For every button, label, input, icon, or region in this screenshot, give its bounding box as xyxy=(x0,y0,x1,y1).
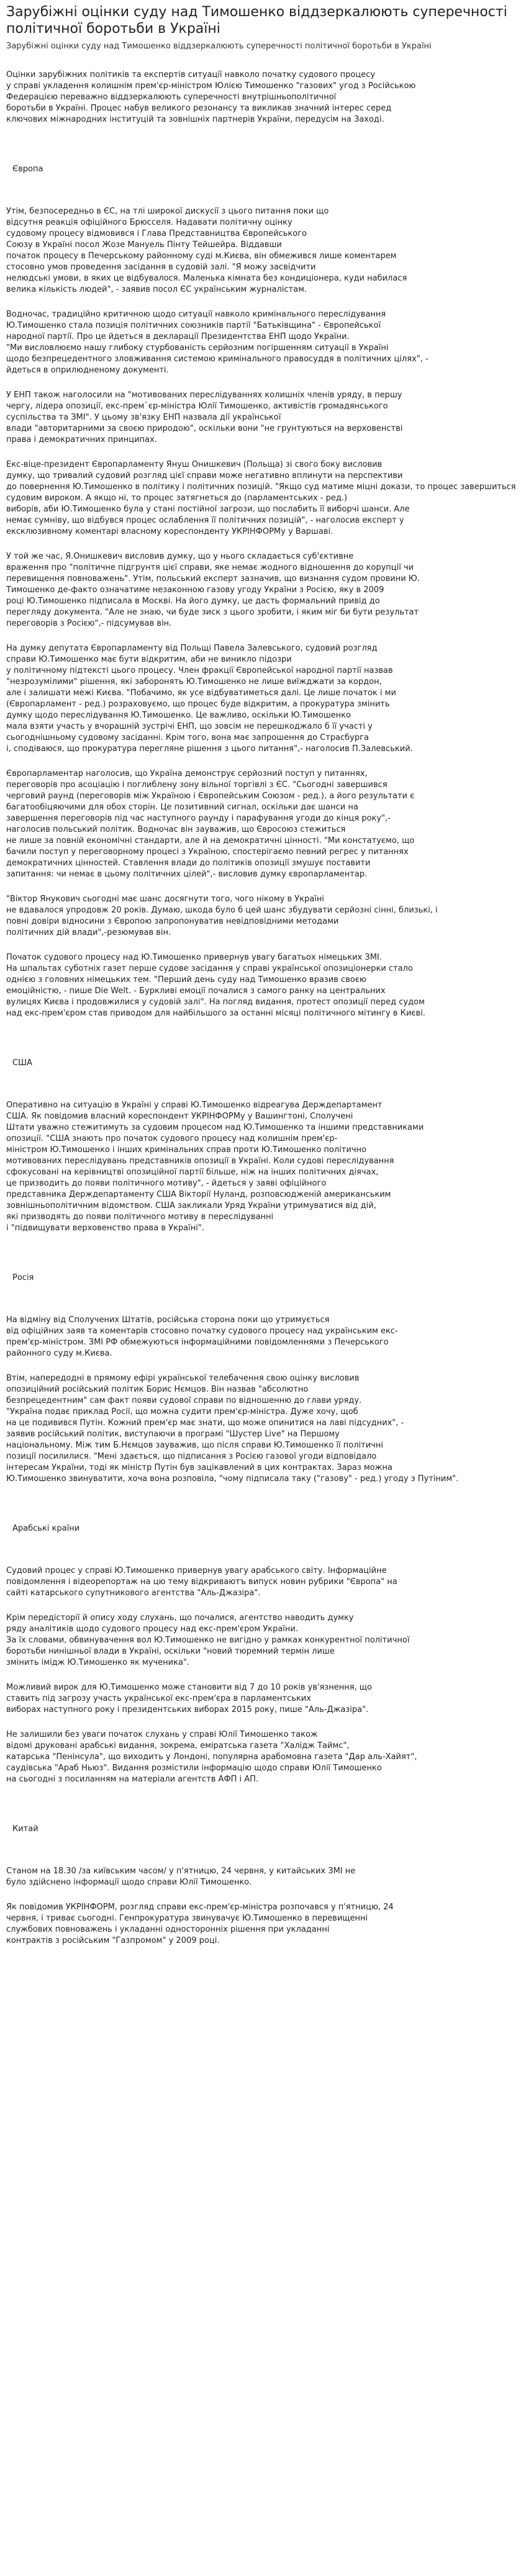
text-line: У ЕНП також наголосили на "мотивованих переслідуваннях колишніх членів уряду, в першу xyxy=(6,390,402,400)
text-line: Штати уважно стежитимуть за судовим процесом над Ю.Тимошенко та іншими представниками xyxy=(6,1123,424,1132)
paragraph xyxy=(6,1902,517,1947)
paragraph xyxy=(6,390,517,446)
text-line: районного суду м.Києва. xyxy=(6,1349,112,1358)
text-line: опозиційний російський політик Борис Нємцов. Він назвав "абсолютно xyxy=(6,1385,309,1394)
text-line: заявив російський політик, виступаючи в програмі "Шустер Live" на Першому xyxy=(6,1430,340,1439)
paragraph xyxy=(6,1565,517,1599)
text-line: запитання: чи немає в цьому політичних цілей",- висловив думку європарламентар. xyxy=(6,870,368,879)
text-line: Екс-віце-президент Європарламенту Януш Онишкевич (Польща) зі свого боку висловив xyxy=(6,460,383,469)
text-line: США. Як повідомив власний кореспондент УКРІНФОРМу у Вашингтоні, Сполучені xyxy=(6,1112,353,1121)
text-line: завершення переговорів під час наступного раунду і парафування угоди до кінця року",- xyxy=(6,814,391,823)
text-line: емоційністю, - пише Die Welt. - Буркливі емоції почалися з самого ранку на центральних xyxy=(6,986,386,996)
text-line: Можливий вирок для Ю.Тимошенко може становити від 7 до 10 років ув'язнення, що xyxy=(6,1683,372,1692)
text-line: судовим вироком. А якщо ні, то процес затягнеться до (парламентських - ред.) xyxy=(6,493,348,503)
text-line: велика кількість людей", - заявив посол ЄС українським журналістам. xyxy=(6,285,307,294)
text-line: до повернення Ю.Тимошенко в політику і політичних позицій. "Якщо суд матиме міцні докази, то процес завершиться xyxy=(6,482,516,492)
text-line: Водночас, традиційно критичною щодо ситуації навколо кримінального переслідування xyxy=(6,310,386,319)
paragraph xyxy=(6,643,517,755)
text-line: Оцінки зарубіжних політиків та експертів ситуації навколо початку судового процесу xyxy=(6,70,376,79)
text-line: На відміну від Сполучених Штатів, російська сторона поки що утримується xyxy=(6,1315,330,1325)
text-line: щодо безпрецедентного зловживання системою кримінального правосуддя в політичних цілях", - xyxy=(6,354,429,364)
text-line: ставить під загрозу участь української екс-прем'єра в парламентських xyxy=(6,1694,311,1703)
text-line: перегляду документа. "Але не знаю, чи буде зиск з цього зробити, і яким міг би бути результат xyxy=(6,608,419,617)
text-line: Крім передісторії й опису ходу слухань, що почалися, агентство наводить думку xyxy=(6,1613,354,1623)
text-line: "Віктор Янукович сьогодні має шанс досягнути того, чого нікому в Україні xyxy=(6,894,324,904)
text-line: від офіційних заяв та коментарів стосовно початку судового процесу над українським екс- xyxy=(6,1326,398,1336)
text-line: чергу, лідера опозиції, екс-прем`єр-міністра Юлії Тимошенко, активістів громадянського xyxy=(6,402,388,411)
paragraph xyxy=(6,1373,517,1485)
text-line: початок процесу в Печерському районному суді м.Києва, він обмежився лише коментарем xyxy=(6,251,397,261)
text-line: Ю.Тимошенко звинуватити, хоча вона розповіла, "чому підписала таку ("газову" - ред.) угоду з Путіним". xyxy=(6,1474,459,1484)
text-line: прем'єр-міністром. ЗМІ РФ обмежуються інформаційними повідомленнями з Печерського xyxy=(6,1338,389,1347)
text-line: переговорів з Росією",- підсумував він. xyxy=(6,619,172,628)
paragraph xyxy=(6,894,517,939)
text-line: Союзу в Україні посол Жозе Мануель Пінту Тейшейра. Віддавши xyxy=(6,240,282,250)
paragraph xyxy=(6,952,517,1019)
text-line: бачили поступ у переговорному процесі з Україною, спостерігаємо певний регрес у питаннях xyxy=(6,847,409,857)
article-subtitle: Зарубіжні оцінки суду над Тимошенко віддзеркалюють суперечності політичної боротьби в Україні xyxy=(6,42,432,51)
text-line: повідомлення і відеорепортаж на цю тему відкриваютъ випуск новин рубрики "Європа" на xyxy=(6,1577,397,1587)
text-line: судовому процесу відмовився і Глава Представництва Європейського xyxy=(6,229,307,238)
text-line: інтересам України, тоді як міністр Путін був зацікавлений в цих контрактах. Зараз можна xyxy=(6,1463,392,1472)
paragraph xyxy=(6,206,517,295)
text-line: червня, і триває сьогодні. Генпрокуратура звинувачує Ю.Тимошенко в перевищенні xyxy=(6,1914,368,1923)
section-heading: Росія xyxy=(12,1273,34,1282)
text-line: Утім, безпосередньо в ЄС, на тлі широкої дискусії з цього питання поки що xyxy=(6,207,329,216)
section-heading: Європа xyxy=(12,164,43,174)
text-line: саудівська "Араб Ньюз". Видання розмістили інформацію щодо справи Юлії Тимошенко xyxy=(6,1763,382,1773)
text-line: "незрозумілими" рішення, які заборонять Ю.Тимошенко не лише виїжджати за кордон, xyxy=(6,677,382,687)
paragraph xyxy=(6,1613,517,1669)
text-line: повні довіри відносини з Європою запропонуватив невідповідними методами xyxy=(6,917,339,926)
text-line: відомі друковані арабські видання, зокрема, еміратська газета "Халідж Таймс", xyxy=(6,1741,350,1750)
text-line: політичних дій влади",-резюмував він. xyxy=(6,928,171,937)
text-line: мотивованих переслідувань представників опозиції в Україні. Коли судові переслідування xyxy=(6,1156,394,1166)
text-line: змінить імідж Ю.Тимошенко як мученика". xyxy=(6,1658,190,1667)
text-line: "Україна подає приклад Росії, що можна судити прем'єр-міністра. Дуже хочу, щоб xyxy=(6,1407,358,1416)
text-line: ключових міжнародних інституцій та зовнішніх партнерів України, передусім на Заході. xyxy=(6,115,384,124)
paragraph xyxy=(6,1682,517,1716)
text-line: мала взяти участь у вчорашній зустрічі ЕНП, що зовсім не перешкоджало б її участі у xyxy=(6,722,373,731)
text-line: році Ю.Тимошенко підписала в Москві. На його думку, це дасть формальний привід до xyxy=(6,597,380,606)
text-line: і, сподіваюся, що прокуратура перегляне рішення з цього питання",- наголосив П.Залевський. xyxy=(6,744,413,754)
text-line: національному. Між тим Б.Нємцов зауважив, що після справи Ю.Тимошенко її політичні xyxy=(6,1441,383,1450)
text-line: вулицях Києва і продовжилися у судовій залі". На погляд видання, протест опозиції перед судом xyxy=(6,998,425,1007)
paragraph xyxy=(6,1866,517,1888)
text-line: на сьогодні з посиланням на матеріали агентств АФП і АП. xyxy=(6,1775,259,1784)
text-line: черговий раунд (переговорів між Україною і Європейським Союзом - ред.), а його результати є xyxy=(6,791,415,801)
text-line: У той же час, Я.Онишкевич висловив думку, що у нього складається суб'єктивне xyxy=(6,552,354,561)
section-heading: США xyxy=(12,1058,32,1068)
text-line: На думку депутата Європарламенту від Польщі Павела Залевського, судовий розгляд xyxy=(6,644,378,653)
text-line: сайті катарського супутникового агентства "Аль-Джазіра". xyxy=(6,1588,261,1598)
text-line: боротьби нинішньої влади в Україні, оскільки "новий тюремний термін лише xyxy=(6,1647,335,1656)
paragraph xyxy=(6,309,517,376)
text-line: ексклюзивному коментарі власному кореспонденту УКРІНФОРМу у Варшаві. xyxy=(6,527,333,536)
text-line: але і залишати межі Києва. "Побачимо, як усе відбуватиметься далі. Це лише початок і ми xyxy=(6,688,396,698)
text-line: йдеться в оприлюдненому документі. xyxy=(6,366,169,375)
page-title: Зарубіжні оцінки суду над Тимошенко віддзеркалюють суперечності політичної боротьби в Україні xyxy=(6,4,507,37)
paragraph xyxy=(6,1729,517,1785)
text-line: Як повідомив УКРІНФОРМ, розгляд справи екс-прем'єр-міністра розпочався у п'ятницю, 24 xyxy=(6,1903,394,1912)
text-line: міністром Ю.Тимошенко і інших кримінальних справ проти Ю.Тимошенко політично xyxy=(6,1145,366,1155)
section-heading: Арабські країни xyxy=(12,1524,80,1533)
text-line: які призводять до появи політичного мотиву в переслідуванні xyxy=(6,1212,274,1222)
text-line: справи Ю.Тимошенко має бути відкритим, аби не виникло підозри xyxy=(6,655,292,664)
text-line: народної партії. Про це йдеться в декларації Президентства ЕНП щодо України. xyxy=(6,332,350,341)
paragraph xyxy=(6,551,517,629)
text-line: безпрецедентним" сам факт появи судової справи по відношенню до глави уряду. xyxy=(6,1396,362,1405)
text-line: суспільства та ЗМІ". У цьому зв'язку ЕНП назвала дії української xyxy=(6,413,281,422)
paragraph xyxy=(6,459,517,538)
text-line: було здійснено інформації щодо справи Юлії Тимошенко. xyxy=(6,1878,252,1887)
text-line: відсутня реакція офіційного Брюсселя. Надавати політичну оцінку xyxy=(6,218,292,227)
paragraph xyxy=(6,1315,517,1359)
intro-paragraph xyxy=(6,70,517,125)
text-line: це призводить до появи політичного мотиву", - йдеться у заяві офіційного xyxy=(6,1179,327,1188)
text-line: катарська "Пенінсула", що виходить у Лондоні, популярна арабомовна газета "Дар аль-Хайят", xyxy=(6,1752,417,1762)
text-line: наголосив польський політик. Водночас він зауважив, що Євросоюз стежиться xyxy=(6,825,346,834)
article-sections xyxy=(6,139,517,1947)
text-line: Судовий процес у справі Ю.Тимошенко привернув увагу арабського світу. Інформаційне xyxy=(6,1566,387,1575)
text-line: Європарламентар наголосив, що Україна демонструє серйозний поступ у питаннях, xyxy=(6,769,368,778)
text-line: контрактів з російським "Газпромом" у 2009 році. xyxy=(6,1936,220,1945)
text-line: Не залишили без уваги початок слухань у справі Юлії Тимошенко також xyxy=(6,1730,318,1739)
text-line: думку щодо переслідування Ю.Тимошенко. Це важливо, оскільки Ю.Тимошенко xyxy=(6,711,351,720)
text-line: Початок судового процесу над Ю.Тимошенко привернув увагу багатьох німецьких ЗМІ. xyxy=(6,953,382,962)
text-line: влади "авторитарними за своєю природою", оскільки вони "не грунтуються на верховенстві xyxy=(6,424,403,433)
text-line: не лише за повній економічні стандарти, але й на демократичні цінності. "Ми констатуємо, що xyxy=(6,836,415,845)
text-line: думку, що тривалий судовий розгляд цієї справи може негативно вплинути на перспективи xyxy=(6,471,403,480)
text-line: "Ми висловлюємо нашу глибоку стурбованість серйозним погіршенням ситуації в Україні xyxy=(6,343,389,353)
text-line: права і демократичних принципах. xyxy=(6,435,157,444)
section-heading: Китай xyxy=(12,1824,39,1834)
text-line: На шпальтах суботніх газет перше судове засідання у справі української опозиціонерки стало xyxy=(6,964,413,973)
text-line: у справі укладення колишнім прем'єр-міністром Юлією Тимошенко "газових" угод з Російською xyxy=(6,81,416,91)
text-line: боротьби в Україні. Процес набув великого резонансу та викликав значний інтерес серед xyxy=(6,104,392,113)
text-line: Тимошенко де-факто означатиме незаконною газову угоду України з Росією, яку в 2009 xyxy=(6,585,384,595)
text-line: Федерацією переважно віддзеркалюють суперечності внутрішньополітичної xyxy=(6,92,337,102)
text-line: сфокусовані на керівництві опозиційної партії більше, ніж на інших політичних діячах, xyxy=(6,1168,379,1177)
text-line: представника Держдепартаменту США Вікторії Нуланд, розповсюдженій американським xyxy=(6,1190,391,1199)
text-line: перевищення повноважень". Утім, польський експерт зазначив, що визнання судом провини Ю. xyxy=(6,574,420,583)
text-line: не вдавалося упродовж 20 років. Думаю, шкода було б цей шанс збудувати серйозні сінні, близькі, і xyxy=(6,906,438,915)
paragraph xyxy=(6,768,517,880)
text-line: ряду аналітиків щодо судового процесу над екс-прем'єром України. xyxy=(6,1624,298,1634)
text-line: і "підвищувати верховенство права в Україні". xyxy=(6,1223,204,1233)
text-line: виборах наступного року і президентських виборах 2015 року, пише "Аль-Джазіра". xyxy=(6,1705,369,1714)
text-line: у політичному підтексті цього процесу. Член фракції Європейської народної партії назвав xyxy=(6,666,393,675)
text-line: Оперативно на ситуацію в Україні у справі Ю.Тимошенко відреагува Держдепартамент xyxy=(6,1101,383,1110)
text-line: над екс-прем'єром став приводом для найбільшого за останні місяці політичного мітингу в Києві. xyxy=(6,1009,425,1018)
paragraph xyxy=(6,1100,517,1234)
text-line: сьогоднішньому судовому засіданні. Крім того, вона має запрошення до Страсбурга xyxy=(6,733,369,742)
text-line: позиції посилилися. "Мені здається, що підписання з Росією газової угоди відповідало xyxy=(6,1452,377,1461)
text-line: однією з головних німецьких тем. "Перший день суду над Тимошенко вразив своєю xyxy=(6,975,366,984)
text-line: стосовно умов проведення засідання в судовій залі. "Я можу засвідчити xyxy=(6,263,316,272)
text-line: багатообіцяючими для обох сторін. Це позитивний сигнал, оскільки дає шанси на xyxy=(6,803,358,812)
text-line: демократичних цінностей. Ставлення влади до політиків опозиції змушує поставити xyxy=(6,858,371,868)
text-line: Ю.Тимошенко стала позиція політичних союзників партії "Батьківщина" - Європейської xyxy=(6,321,381,330)
text-line: службових повноважень і укладанні односторонніх рішення при укладанні xyxy=(6,1925,330,1934)
text-line: Станом на 18.30 /за київським часом/ у п'ятницю, 24 червня, у китайських ЗМІ не xyxy=(6,1867,356,1876)
text-line: нелюдські умови, в яких це відбувалося. Маленька кімната без кондиціонера, куди набилася xyxy=(6,274,407,283)
text-line: Втім, напередодні в прямому ефірі української телебачення свою оцінку висловив xyxy=(6,1374,360,1383)
text-line: зовнішньополітичним відомством. США закликали Уряд України утримуватися від дій, xyxy=(6,1201,376,1210)
text-line: немає сумніву, що відбувся процес ослаблення її політичних позицій", - наголосив експерт у xyxy=(6,516,404,525)
text-line: опозиції. "США знають про початок судового процесу над колишнім прем'єр- xyxy=(6,1134,338,1143)
text-line: За їх словами, обвинувачення вол Ю.Тимошенко не вигідно у рамках конкурентної політичної xyxy=(6,1636,410,1645)
text-line: на це подивився Путін. Кожний прем'єр має знати, що може опинитися на лаві підсудних", - xyxy=(6,1418,404,1428)
text-line: враження про "політичне підгрунтя цієї справи, яке немає жодного відношення до корупції чи xyxy=(6,563,414,572)
text-line: переговорів про асоціацію і поглиблену зону вільної торгівлі з ЄС. "Сьогодні завершився xyxy=(6,780,388,790)
text-line: (Європарламент - ред.) розраховуємо, що процес буде відкритим, а прокуратура змінить xyxy=(6,700,390,709)
text-line: виборів, аби Ю.Тимошенко була у стані постійної загрози, що послабить її виборчі шанси. Але xyxy=(6,505,410,514)
